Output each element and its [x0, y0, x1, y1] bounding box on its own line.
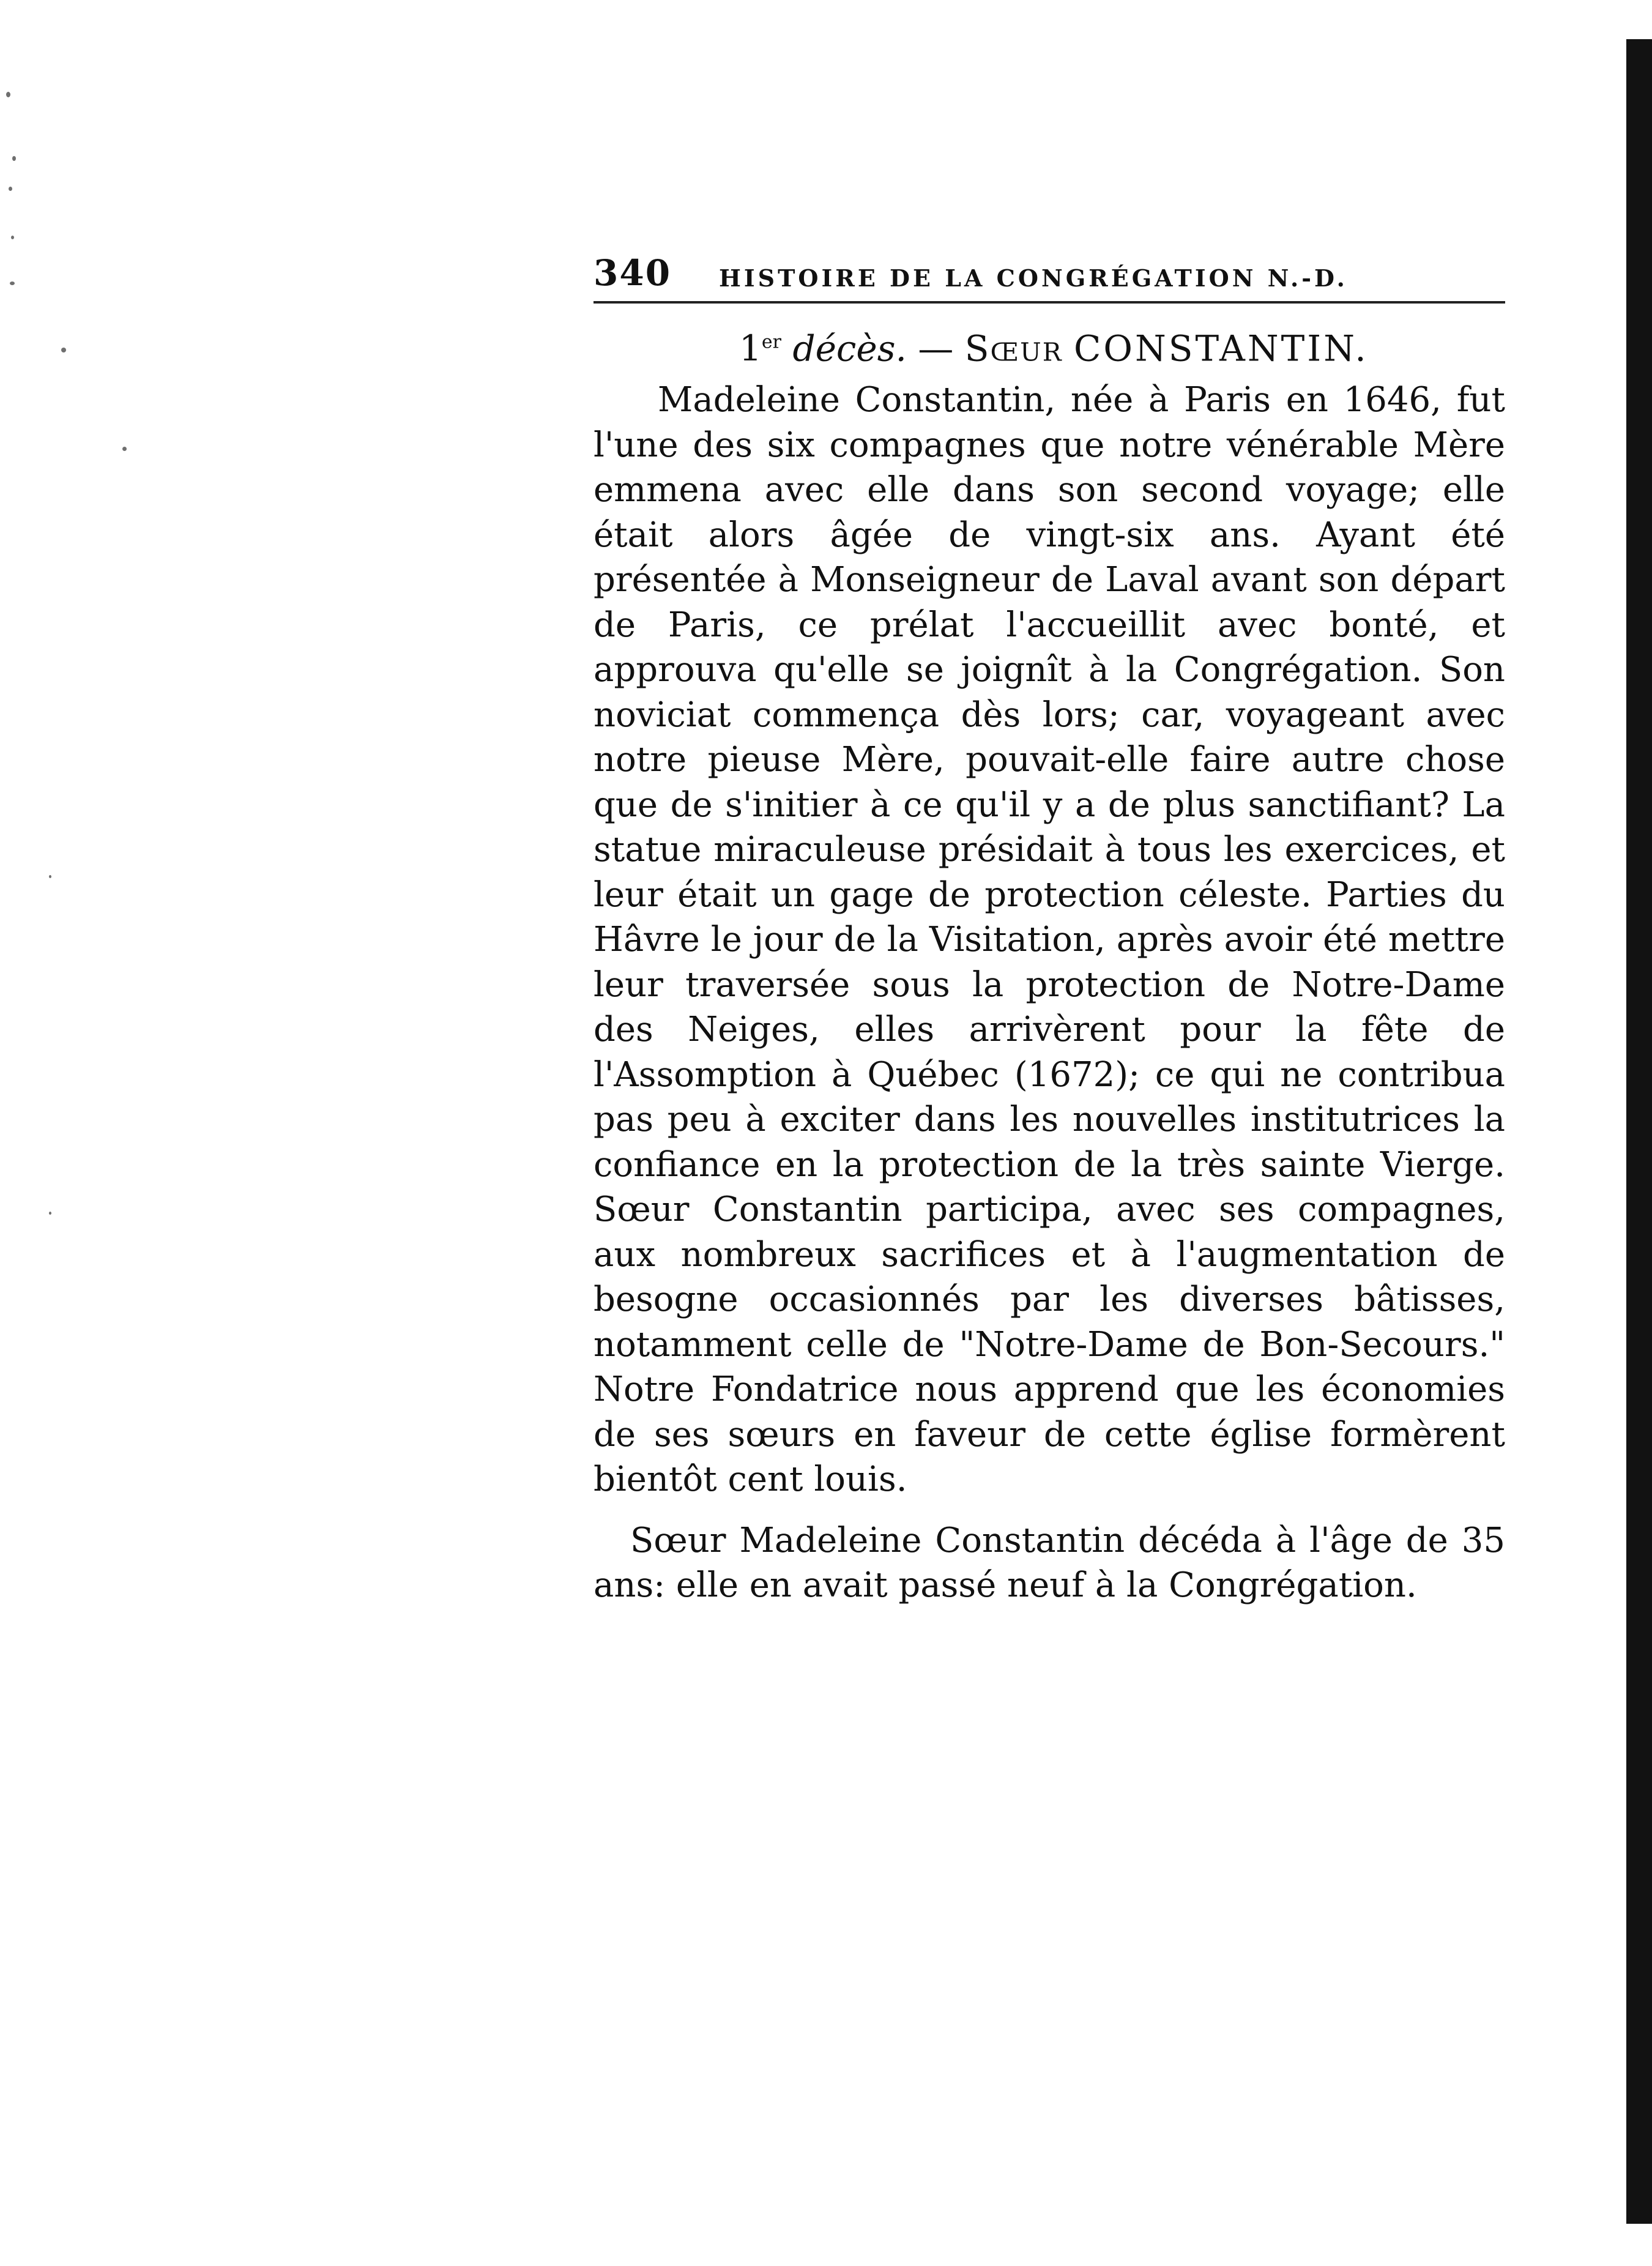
section-heading [593, 318, 1505, 373]
margin-speck [9, 187, 12, 191]
running-head [593, 245, 1505, 304]
heading-dash: — [918, 327, 954, 370]
scan-edge [1626, 39, 1652, 2224]
page-number: 340 [593, 252, 672, 294]
margin-speck [6, 92, 10, 97]
heading-ordinal: 1er [739, 327, 782, 370]
margin-speck [11, 236, 14, 239]
book-page [593, 245, 1505, 1608]
margin-speck [49, 875, 51, 878]
heading-label: décès. [792, 327, 907, 370]
running-head-title: HISTOIRE DE LA CONGRÉGATION N.-D. [719, 264, 1348, 292]
margin-speck [49, 1212, 51, 1215]
margin-speck [61, 348, 66, 352]
margin-speck [12, 156, 16, 161]
margin-speck [10, 281, 15, 285]
heading-title-name: CONSTANTIN. [1074, 327, 1369, 370]
heading-title-prefix: Sœur [964, 327, 1063, 370]
margin-speck [122, 447, 127, 451]
body-paragraph: Sœur Madeleine Constantin décéda à l'âge de 35 ans: elle en avait passé neuf à la Congrégation. [593, 1520, 1505, 1606]
body-paragraph: Madeleine Constantin, née à Paris en 1646, fut l'une des six compagnes que notre vénérable Mère emmena avec elle dans son second voyage; elle était alors âgée de vingt-six ans. Ayant été présentée à Monseigneur de Laval avant son départ de Paris, ce prélat l'accueillit avec bonté, et approuva qu'elle se joignît à la Congrégation. Son noviciat commença dès lors; car, voyageant avec notre pieuse Mère, pouvait-elle faire autre chose que de s'initier à ce qu'il y a de plus sanctifiant? La statue miraculeuse présidait à tous les exercices, et leur était un gage de protection céleste. Parties du Hâvre le jour de la Visitation, après avoir été mettre leur traversée sous la protection de Notre-Dame des Neiges, elles arrivèrent pour la fête de l'Assomption à Québec (1672); ce qui ne contribua pas peu à exciter dans les nouvelles institutrices la confiance en la protection de la très sainte Vierge. Sœur Constantin participa, avec ses compagnes, aux nombreux sacrifices et à l'augmentation de besogne occasionnés par les diverses bâtisses, notamment celle de "Notre-Dame de Bon-Secours." Notre Fondatrice nous apprend que les économies de ses sœurs en faveur de cette église formèrent bientôt cent louis. [593, 380, 1505, 1500]
